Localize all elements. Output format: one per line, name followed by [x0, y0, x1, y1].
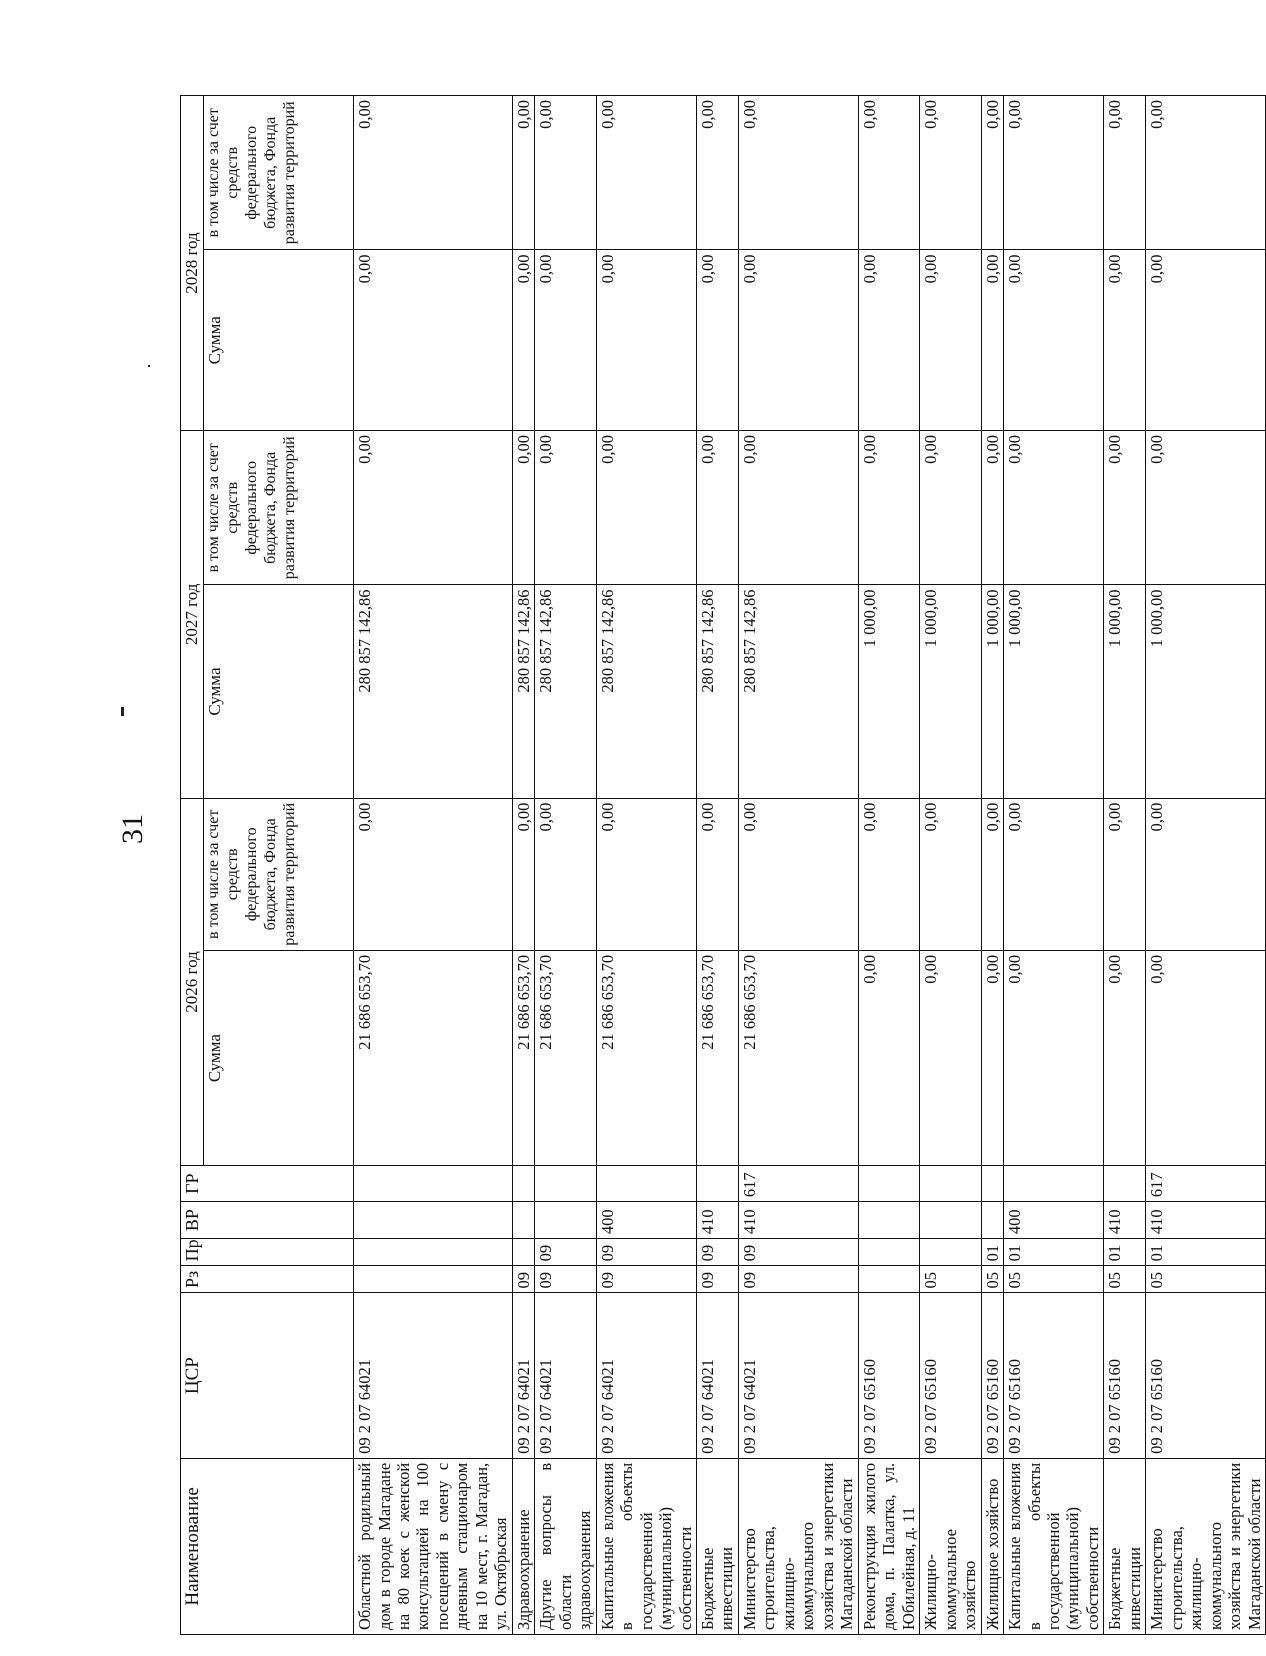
row-name-cell: Областной родильный дом в городе Магадане на 80 коек с женской консультацией на 100 посещений в смену с дневным стационаром на 10 мест, г. Магадан, ул. Октябрьская — [354, 1458, 513, 1634]
row-pr-cell — [858, 1239, 919, 1266]
row-federal-2026: 0,00 — [1146, 798, 1266, 950]
row-gr-cell — [512, 1166, 534, 1202]
row-vr-cell: 410 — [738, 1202, 858, 1239]
row-federal-2027: 0,00 — [1004, 431, 1104, 585]
row-rz-cell: 05 — [1146, 1266, 1266, 1293]
table-row — [738, 96, 858, 1635]
row-federal-2028: 0,00 — [354, 96, 513, 251]
row-sum-2027: 280 857 142,86 — [354, 585, 513, 798]
row-sum-2028: 0,00 — [596, 250, 696, 431]
row-sum-2028: 0,00 — [512, 250, 534, 431]
row-vr-cell: 400 — [1004, 1202, 1104, 1239]
row-rz-cell: 09 — [596, 1266, 696, 1293]
row-name-cell: Министерство строительства, жилищно-коммунального хозяйства и энергетики Магаданской области — [1146, 1458, 1266, 1634]
row-vr-cell — [535, 1202, 596, 1239]
row-vr-cell: 410 — [697, 1202, 739, 1239]
row-sum-2027: 280 857 142,86 — [512, 585, 534, 798]
budget-table — [180, 95, 1266, 1635]
table-body — [354, 96, 1266, 1635]
row-federal-2027: 0,00 — [920, 431, 981, 585]
row-vr-cell — [512, 1202, 534, 1239]
row-sum-2028: 0,00 — [1146, 250, 1266, 431]
row-gr-cell — [920, 1166, 981, 1202]
row-federal-2026: 0,00 — [596, 798, 696, 950]
row-sum-2027: 1 000,00 — [1104, 585, 1146, 798]
row-federal-2028: 0,00 — [738, 96, 858, 251]
rotated-table-wrapper — [180, 95, 1264, 1635]
row-pr-cell: 09 — [535, 1239, 596, 1266]
row-csr-cell: 09 2 07 64021 — [596, 1293, 696, 1458]
page-number: 31 — [116, 814, 149, 844]
row-rz-cell — [858, 1266, 919, 1293]
col-header-federal-2028: в том числе за счет средств федерального бюджета, Фонда развития территорий — [204, 96, 354, 251]
table-row — [596, 96, 696, 1635]
row-gr-cell — [1104, 1166, 1146, 1202]
row-vr-cell: 410 — [1146, 1202, 1266, 1239]
row-pr-cell: 01 — [981, 1239, 1003, 1266]
row-federal-2026: 0,00 — [981, 798, 1003, 950]
row-vr-cell: 410 — [1104, 1202, 1146, 1239]
row-federal-2027: 0,00 — [535, 431, 596, 585]
row-federal-2028: 0,00 — [920, 96, 981, 251]
col-header-federal-2026: в том числе за счет средств федерального бюджета, Фонда развития территорий — [204, 798, 354, 950]
row-name-cell: Жилищное хозяйство — [981, 1458, 1003, 1634]
row-federal-2026: 0,00 — [738, 798, 858, 950]
row-gr-cell — [858, 1166, 919, 1202]
row-federal-2027: 0,00 — [1104, 431, 1146, 585]
col-header-sum-2027: Сумма — [204, 585, 354, 798]
scan-speck — [148, 365, 150, 367]
row-vr-cell: 400 — [596, 1202, 696, 1239]
row-sum-2026: 21 686 653,70 — [535, 950, 596, 1165]
table-row — [1146, 96, 1266, 1635]
row-federal-2027: 0,00 — [512, 431, 534, 585]
row-pr-cell: 01 — [1104, 1239, 1146, 1266]
row-federal-2027: 0,00 — [596, 431, 696, 585]
row-rz-cell: 09 — [512, 1266, 534, 1293]
row-federal-2027: 0,00 — [354, 431, 513, 585]
col-header-gr: ГР — [181, 1166, 354, 1202]
row-sum-2026: 0,00 — [920, 950, 981, 1165]
row-federal-2027: 0,00 — [697, 431, 739, 585]
row-csr-cell: 09 2 07 65160 — [1004, 1293, 1104, 1458]
row-sum-2028: 0,00 — [920, 250, 981, 431]
table-row — [1104, 96, 1146, 1635]
row-federal-2026: 0,00 — [535, 798, 596, 950]
row-federal-2027: 0,00 — [981, 431, 1003, 585]
row-gr-cell — [535, 1166, 596, 1202]
row-vr-cell — [920, 1202, 981, 1239]
row-csr-cell: 09 2 07 64021 — [512, 1293, 534, 1458]
row-name-cell: Реконструкция жилого дома, п. Палатка, ул. Юбилейная, д. 11 — [858, 1458, 919, 1634]
row-rz-cell: 09 — [535, 1266, 596, 1293]
row-federal-2028: 0,00 — [512, 96, 534, 251]
col-header-federal-2027: в том числе за счет средств федерального бюджета, Фонда развития территорий — [204, 431, 354, 585]
row-sum-2028: 0,00 — [1004, 250, 1104, 431]
row-pr-cell: 01 — [1146, 1239, 1266, 1266]
row-sum-2026: 21 686 653,70 — [354, 950, 513, 1165]
row-gr-cell: 617 — [738, 1166, 858, 1202]
row-csr-cell: 09 2 07 65160 — [1104, 1293, 1146, 1458]
row-pr-cell: 01 — [1004, 1239, 1104, 1266]
row-sum-2026: 0,00 — [858, 950, 919, 1165]
row-federal-2026: 0,00 — [512, 798, 534, 950]
row-gr-cell — [981, 1166, 1003, 1202]
row-federal-2027: 0,00 — [858, 431, 919, 585]
col-header-sum-2028: Сумма — [204, 250, 354, 431]
row-name-cell: Другие вопросы в области здравоохранения — [535, 1458, 596, 1634]
row-sum-2026: 0,00 — [1146, 950, 1266, 1165]
row-rz-cell: 09 — [697, 1266, 739, 1293]
row-vr-cell — [858, 1202, 919, 1239]
row-sum-2026: 21 686 653,70 — [738, 950, 858, 1165]
row-name-cell: Капитальные вложения в объекты государственной (муниципальной) собственности — [1004, 1458, 1104, 1634]
row-csr-cell: 09 2 07 64021 — [354, 1293, 513, 1458]
row-csr-cell: 09 2 07 64021 — [697, 1293, 739, 1458]
row-sum-2027: 1 000,00 — [1146, 585, 1266, 798]
row-csr-cell: 09 2 07 65160 — [1146, 1293, 1266, 1458]
row-federal-2026: 0,00 — [354, 798, 513, 950]
table-row — [858, 96, 919, 1635]
row-sum-2026: 21 686 653,70 — [697, 950, 739, 1165]
row-federal-2028: 0,00 — [596, 96, 696, 251]
col-header-pr: Пр — [181, 1239, 354, 1266]
row-csr-cell: 09 2 07 64021 — [535, 1293, 596, 1458]
table-row — [354, 96, 513, 1635]
row-csr-cell: 09 2 07 65160 — [920, 1293, 981, 1458]
col-header-name: Наименование — [181, 1458, 354, 1634]
row-rz-cell: 09 — [738, 1266, 858, 1293]
row-federal-2028: 0,00 — [1004, 96, 1104, 251]
row-gr-cell: 617 — [1146, 1166, 1266, 1202]
row-federal-2027: 0,00 — [1146, 431, 1266, 585]
row-csr-cell: 09 2 07 65160 — [981, 1293, 1003, 1458]
row-gr-cell — [354, 1166, 513, 1202]
row-federal-2026: 0,00 — [920, 798, 981, 950]
row-pr-cell: 09 — [697, 1239, 739, 1266]
row-vr-cell — [354, 1202, 513, 1239]
row-sum-2027: 280 857 142,86 — [697, 585, 739, 798]
col-header-year-2026: 2026 год — [181, 798, 204, 1166]
row-federal-2028: 0,00 — [697, 96, 739, 251]
row-sum-2027: 1 000,00 — [1004, 585, 1104, 798]
row-sum-2028: 0,00 — [858, 250, 919, 431]
col-header-rz: Рз — [181, 1266, 354, 1293]
row-sum-2027: 280 857 142,86 — [738, 585, 858, 798]
table-row — [920, 96, 981, 1635]
row-gr-cell — [596, 1166, 696, 1202]
row-gr-cell — [1004, 1166, 1104, 1202]
row-rz-cell: 05 — [981, 1266, 1003, 1293]
row-federal-2026: 0,00 — [858, 798, 919, 950]
row-sum-2026: 0,00 — [1104, 950, 1146, 1165]
row-pr-cell — [920, 1239, 981, 1266]
row-sum-2028: 0,00 — [697, 250, 739, 431]
row-federal-2026: 0,00 — [697, 798, 739, 950]
row-name-cell: Капитальные вложения в объекты государственной (муниципальной) собственности — [596, 1458, 696, 1634]
col-header-sum-2026: Сумма — [204, 950, 354, 1165]
row-csr-cell: 09 2 07 65160 — [858, 1293, 919, 1458]
row-sum-2026: 21 686 653,70 — [512, 950, 534, 1165]
row-csr-cell: 09 2 07 64021 — [738, 1293, 858, 1458]
table-row — [697, 96, 739, 1635]
row-pr-cell: 09 — [738, 1239, 858, 1266]
row-pr-cell: 09 — [596, 1239, 696, 1266]
row-name-cell: Бюджетные инвестиции — [697, 1458, 739, 1634]
row-rz-cell: 05 — [920, 1266, 981, 1293]
row-pr-cell — [354, 1239, 513, 1266]
table-row — [535, 96, 596, 1635]
col-header-year-2028: 2028 год — [181, 96, 204, 431]
row-sum-2028: 0,00 — [1104, 250, 1146, 431]
table-row — [981, 96, 1003, 1635]
row-name-cell: Бюджетные инвестиции — [1104, 1458, 1146, 1634]
header-row-years — [181, 96, 204, 1635]
col-header-vr: ВР — [181, 1202, 354, 1239]
row-sum-2026: 0,00 — [981, 950, 1003, 1165]
row-sum-2028: 0,00 — [535, 250, 596, 431]
row-federal-2027: 0,00 — [738, 431, 858, 585]
row-gr-cell — [697, 1166, 739, 1202]
row-federal-2026: 0,00 — [1104, 798, 1146, 950]
row-sum-2028: 0,00 — [738, 250, 858, 431]
row-vr-cell — [981, 1202, 1003, 1239]
row-sum-2026: 21 686 653,70 — [596, 950, 696, 1165]
row-pr-cell — [512, 1239, 534, 1266]
row-rz-cell: 05 — [1004, 1266, 1104, 1293]
row-name-cell: Министерство строительства, жилищно-коммунального хозяйства и энергетики Магаданской области — [738, 1458, 858, 1634]
scan-speck — [121, 707, 124, 716]
row-sum-2028: 0,00 — [981, 250, 1003, 431]
row-name-cell: Жилищно-коммунальное хозяйство — [920, 1458, 981, 1634]
row-federal-2026: 0,00 — [1004, 798, 1104, 950]
row-sum-2027: 280 857 142,86 — [535, 585, 596, 798]
row-federal-2028: 0,00 — [858, 96, 919, 251]
row-name-cell: Здравоохранение — [512, 1458, 534, 1634]
row-sum-2027: 1 000,00 — [920, 585, 981, 798]
table-row — [1004, 96, 1104, 1635]
row-sum-2028: 0,00 — [354, 250, 513, 431]
row-rz-cell — [354, 1266, 513, 1293]
row-federal-2028: 0,00 — [981, 96, 1003, 251]
row-rz-cell: 05 — [1104, 1266, 1146, 1293]
col-header-year-2027: 2027 год — [181, 431, 204, 799]
row-sum-2027: 1 000,00 — [981, 585, 1003, 798]
row-federal-2028: 0,00 — [535, 96, 596, 251]
row-sum-2027: 1 000,00 — [858, 585, 919, 798]
row-sum-2027: 280 857 142,86 — [596, 585, 696, 798]
col-header-csr: ЦСР — [181, 1293, 354, 1458]
row-sum-2026: 0,00 — [1004, 950, 1104, 1165]
row-federal-2028: 0,00 — [1146, 96, 1266, 251]
row-federal-2028: 0,00 — [1104, 96, 1146, 251]
table-row — [512, 96, 534, 1635]
